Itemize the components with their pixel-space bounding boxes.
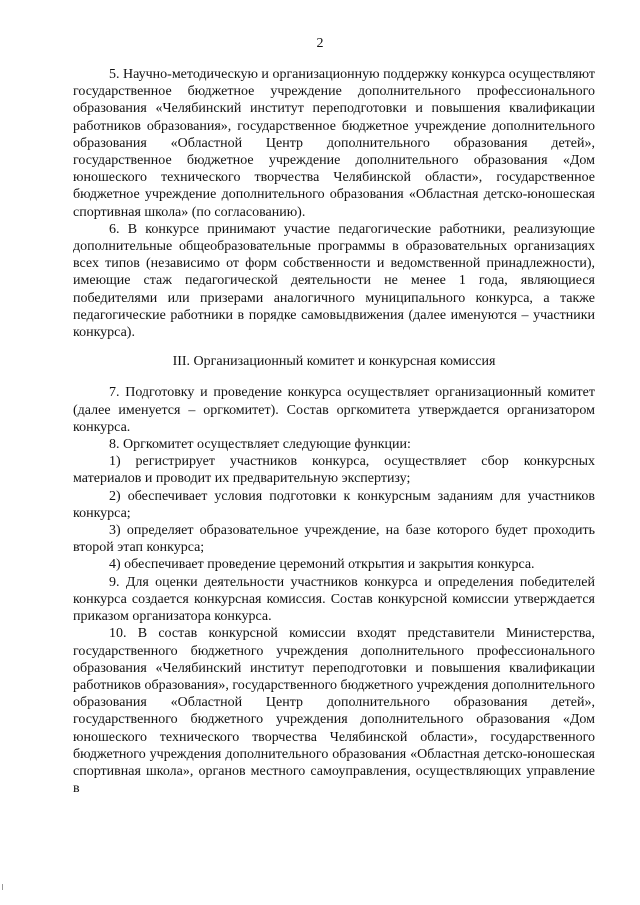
section-heading: III. Организационный комитет и конкурсная комиссия: [172, 354, 496, 370]
paragraph-6: 6. В конкурсе принимают участие педагогические работники, реализующие дополнительные общеобразовательные программы в образовательных организациях всех типов (независимо от форм собственности и ведомственной принадлежности), имеющие стаж педагогической деятельности не менее 1 года, являющиеся победителями или призерами аналогичного муниципального конкурса, а также педагогические работники в порядке самовыдвижения (далее именуются – участники конкурса).: [73, 221, 595, 341]
paragraph-7: 7. Подготовку и проведение конкурса осуществляет организационный комитет (далее именуется – оргкомитет). Состав оргкомитета утверждается организатором конкурса.: [73, 385, 595, 435]
list-item: 3) определяет образовательное учреждение, на базе которого будет проходить второй этап конкурса;: [73, 523, 595, 556]
paragraph-9: 9. Для оценки деятельности участников конкурса и определения победителей конкурса создается конкурсная комиссия. Состав конкурсной комиссии утверждается приказом организатора конкурса.: [73, 574, 595, 625]
page-number: 2: [316, 36, 324, 51]
paragraph-10: 10. В состав конкурсной комиссии входят представители Министерства, государственного бюджетного учреждения дополнительного профессионального образования «Челябинский институт переподготовки и повышения квалификации работников образования», государственного бюджетного учреждения дополнительного образования «Областной Центр дополнительного образования детей», государственного бюджетного учреждения дополнительного образования «Дом юношеского технического творчества Челябинской области», государственного бюджетного учреждения дополнительного образования «Областная детско-юношеская спортивная школа», органов местного самоуправления, осуществляющих управление в: [73, 626, 595, 797]
paragraph-8: 8. Оргкомитет осуществляет следующие функции:: [109, 437, 411, 453]
list-item: 1) регистрирует участников конкурса, осуществляет сбор конкурсных материалов и проводит их предварительную экспертизу;: [73, 454, 595, 487]
paragraph-5: 5. Научно-методическую и организационную поддержку конкурса осуществляют государственное бюджетное учреждение дополнительного профессионального образования «Челябинский институт переподготовки и повышения квалификации работников образования», государственное бюджетное учреждение дополнительного образования «Областной Центр дополнительного образования детей», государственное бюджетное учреждение дополнительного образования «Дом юношеского технического творчества Челябинской области», государственное бюджетное учреждение дополнительного образования «Областная детско-юношеская спортивная школа» (по согласованию).: [73, 67, 595, 220]
list-item: 2) обеспечивает условия подготовки к конкурсным заданиям для участников конкурса;: [73, 488, 595, 521]
list-item: 4) обеспечивает проведение церемоний открытия и закрытия конкурса.: [109, 557, 535, 573]
document-body: [73, 66, 595, 797]
scan-edge-mark: [2, 884, 3, 890]
